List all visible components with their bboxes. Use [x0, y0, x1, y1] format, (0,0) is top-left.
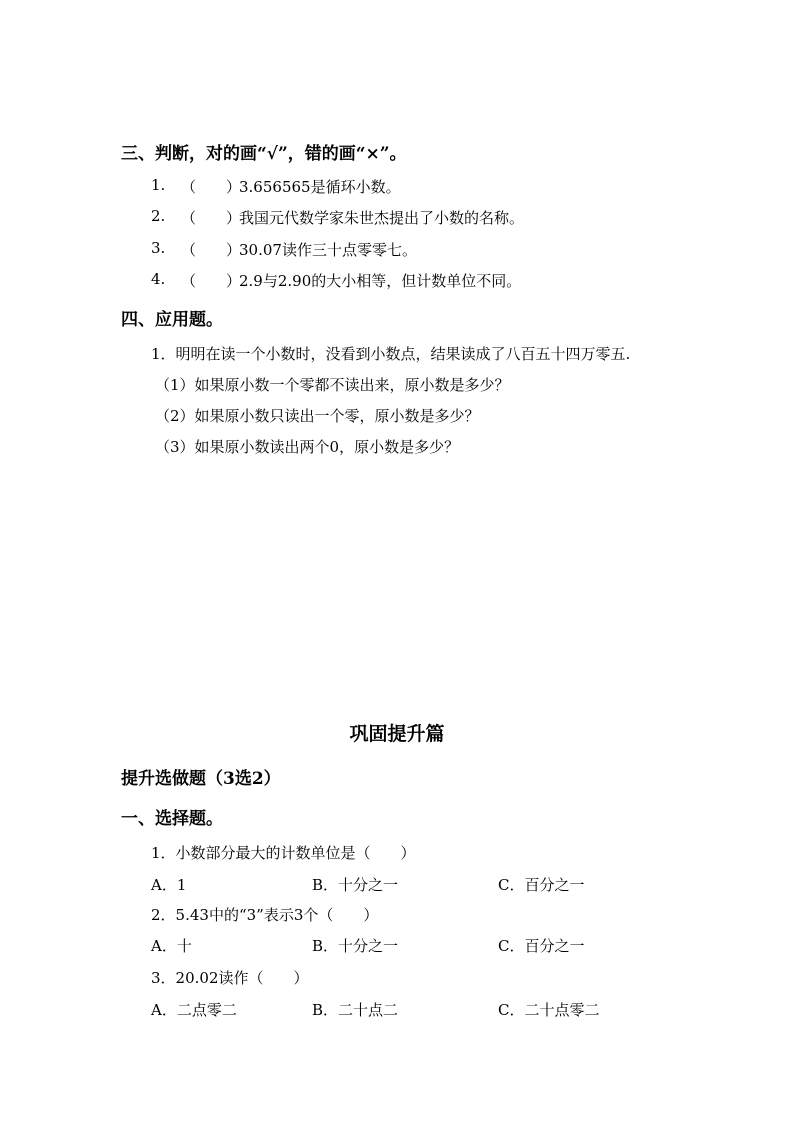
- sub-question: （3）如果原小数读出两个0，原小数是多少？: [155, 438, 460, 456]
- section4-heading: 四、应用题。: [121, 310, 223, 330]
- judge-item-paren[interactable]: （ ）: [181, 272, 242, 290]
- choice-question: 3．20.02读作（ ）: [151, 969, 309, 987]
- judge-item-num: 1.: [151, 176, 166, 194]
- section3-heading: 三、判断，对的画“√”，错的画“×”。: [121, 144, 407, 164]
- application-question: 1．明明在读一个小数时，没看到小数点，结果读成了八百五十四万零五.: [151, 345, 631, 363]
- choice-option-a[interactable]: A．十: [151, 937, 192, 955]
- judge-item-paren[interactable]: （ ）: [181, 178, 242, 196]
- judge-item-paren[interactable]: （ ）: [181, 241, 242, 259]
- choice-option-b[interactable]: B．十分之一: [312, 937, 399, 955]
- choice-option-c[interactable]: C．二十点零二: [498, 1001, 600, 1019]
- choice-option-c[interactable]: C．百分之一: [498, 876, 585, 894]
- judge-item-paren[interactable]: （ ）: [181, 209, 242, 227]
- judge-item-num: 4.: [151, 270, 166, 288]
- choice-option-b[interactable]: B．十分之一: [312, 876, 399, 894]
- sub-question: （1）如果原小数一个零都不读出来，原小数是多少？: [155, 376, 510, 394]
- choice-question: 2．5.43中的“3”表示3个（ ）: [151, 906, 379, 924]
- judge-item-text: 我国元代数学家朱世杰提出了小数的名称。: [239, 209, 525, 227]
- choice-option-a[interactable]: A．1: [151, 876, 187, 894]
- choice-option-b[interactable]: B．二十点二: [312, 1001, 399, 1019]
- judge-item-num: 2.: [151, 207, 166, 225]
- part-title: 巩固提升篇: [349, 723, 445, 745]
- choice-question: 1．小数部分最大的计数单位是（ ）: [151, 844, 416, 862]
- choice-option-a[interactable]: A．二点零二: [151, 1001, 237, 1019]
- judge-item-num: 3.: [151, 239, 166, 257]
- part-subtitle: 提升选做题（3选2）: [121, 769, 281, 789]
- choice-option-c[interactable]: C．百分之一: [498, 937, 585, 955]
- judge-item-text: 3.656565是循环小数。: [239, 178, 401, 196]
- judge-item-text: 2.9与2.90的大小相等，但计数单位不同。: [239, 272, 522, 290]
- sub-question: （2）如果原小数只读出一个零，原小数是多少？: [155, 407, 480, 425]
- judge-item-text: 30.07读作三十点零零七。: [239, 241, 417, 259]
- choice-heading: 一、选择题。: [121, 809, 223, 829]
